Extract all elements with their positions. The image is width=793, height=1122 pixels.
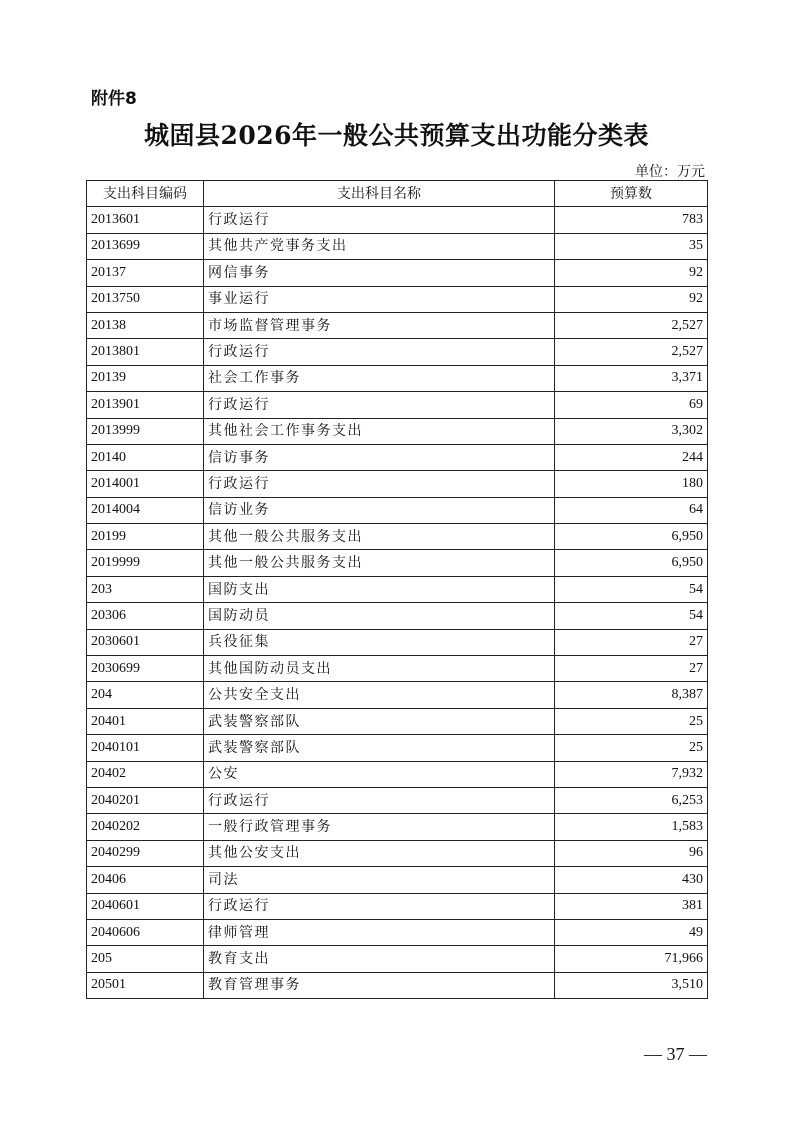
cell-name: 兵役征集 <box>204 629 555 655</box>
table-row <box>87 656 708 682</box>
cell-name: 国防支出 <box>204 576 555 602</box>
table-row <box>87 392 708 418</box>
cell-name: 信访业务 <box>204 497 555 523</box>
cell-name: 武装警察部队 <box>204 708 555 734</box>
cell-code: 205 <box>87 946 204 972</box>
cell-code: 20138 <box>87 312 204 338</box>
cell-code: 2040101 <box>87 735 204 761</box>
table-row <box>87 576 708 602</box>
table-row <box>87 682 708 708</box>
cell-amount: 180 <box>555 471 708 497</box>
cell-code: 2013801 <box>87 339 204 365</box>
cell-amount: 430 <box>555 867 708 893</box>
table-row <box>87 867 708 893</box>
cell-name: 市场监督管理事务 <box>204 312 555 338</box>
header-amount: 预算数 <box>555 181 708 207</box>
table-row <box>87 497 708 523</box>
cell-code: 203 <box>87 576 204 602</box>
table-body <box>87 207 708 999</box>
cell-code: 20137 <box>87 260 204 286</box>
cell-code: 2013999 <box>87 418 204 444</box>
cell-name: 其他国防动员支出 <box>204 656 555 682</box>
cell-code: 2040606 <box>87 919 204 945</box>
table-row <box>87 787 708 813</box>
table-row <box>87 919 708 945</box>
cell-amount: 54 <box>555 603 708 629</box>
table-row <box>87 286 708 312</box>
table-row <box>87 603 708 629</box>
cell-name: 行政运行 <box>204 893 555 919</box>
table-row <box>87 629 708 655</box>
table-row <box>87 260 708 286</box>
table-row <box>87 524 708 550</box>
cell-code: 2013699 <box>87 233 204 259</box>
cell-amount: 2,527 <box>555 312 708 338</box>
cell-name: 行政运行 <box>204 339 555 365</box>
cell-name: 其他社会工作事务支出 <box>204 418 555 444</box>
cell-amount: 3,371 <box>555 365 708 391</box>
cell-name: 信访事务 <box>204 444 555 470</box>
cell-amount: 8,387 <box>555 682 708 708</box>
budget-table <box>86 180 708 999</box>
cell-code: 20140 <box>87 444 204 470</box>
table-row <box>87 471 708 497</box>
cell-amount: 96 <box>555 840 708 866</box>
cell-name: 行政运行 <box>204 787 555 813</box>
table-row <box>87 233 708 259</box>
cell-amount: 3,510 <box>555 972 708 998</box>
table-row <box>87 708 708 734</box>
cell-amount: 244 <box>555 444 708 470</box>
page-title: 城固县2026年一般公共预算支出功能分类表 <box>143 121 650 150</box>
cell-code: 20306 <box>87 603 204 629</box>
annex-label: 附件8 <box>91 89 137 109</box>
cell-amount: 1,583 <box>555 814 708 840</box>
table-row <box>87 946 708 972</box>
table-row <box>87 312 708 338</box>
page-number: — 37 — <box>644 1044 707 1064</box>
cell-code: 20406 <box>87 867 204 893</box>
header-code: 支出科目编码 <box>87 181 204 207</box>
cell-amount: 6,950 <box>555 550 708 576</box>
cell-amount: 71,966 <box>555 946 708 972</box>
cell-code: 2013901 <box>87 392 204 418</box>
cell-amount: 35 <box>555 233 708 259</box>
cell-code: 2014001 <box>87 471 204 497</box>
cell-amount: 7,932 <box>555 761 708 787</box>
cell-name: 律师管理 <box>204 919 555 945</box>
cell-code: 2040601 <box>87 893 204 919</box>
cell-name: 其他一般公共服务支出 <box>204 550 555 576</box>
cell-amount: 3,302 <box>555 418 708 444</box>
table-header-row <box>87 181 708 207</box>
cell-code: 204 <box>87 682 204 708</box>
cell-name: 一般行政管理事务 <box>204 814 555 840</box>
table-row <box>87 207 708 233</box>
cell-code: 2013750 <box>87 286 204 312</box>
cell-name: 网信事务 <box>204 260 555 286</box>
cell-amount: 27 <box>555 656 708 682</box>
table-row <box>87 972 708 998</box>
cell-name: 司法 <box>204 867 555 893</box>
table-row <box>87 444 708 470</box>
cell-code: 2040202 <box>87 814 204 840</box>
cell-amount: 92 <box>555 260 708 286</box>
cell-amount: 69 <box>555 392 708 418</box>
table-row <box>87 761 708 787</box>
table-row <box>87 840 708 866</box>
cell-name: 行政运行 <box>204 471 555 497</box>
cell-amount: 27 <box>555 629 708 655</box>
cell-name: 武装警察部队 <box>204 735 555 761</box>
cell-amount: 25 <box>555 735 708 761</box>
cell-code: 20199 <box>87 524 204 550</box>
header-name: 支出科目名称 <box>204 181 555 207</box>
cell-code: 20402 <box>87 761 204 787</box>
cell-amount: 64 <box>555 497 708 523</box>
cell-name: 教育管理事务 <box>204 972 555 998</box>
unit-label: 单位：万元 <box>635 164 705 180</box>
cell-code: 2040201 <box>87 787 204 813</box>
table-row <box>87 550 708 576</box>
cell-name: 事业运行 <box>204 286 555 312</box>
cell-name: 社会工作事务 <box>204 365 555 391</box>
cell-name: 行政运行 <box>204 392 555 418</box>
cell-name: 其他共产党事务支出 <box>204 233 555 259</box>
cell-code: 2013601 <box>87 207 204 233</box>
table-row <box>87 735 708 761</box>
table-row <box>87 814 708 840</box>
table-row <box>87 339 708 365</box>
cell-amount: 49 <box>555 919 708 945</box>
cell-amount: 25 <box>555 708 708 734</box>
cell-code: 2040299 <box>87 840 204 866</box>
cell-name: 公安 <box>204 761 555 787</box>
table-row <box>87 893 708 919</box>
cell-name: 其他一般公共服务支出 <box>204 524 555 550</box>
cell-amount: 92 <box>555 286 708 312</box>
cell-code: 2019999 <box>87 550 204 576</box>
table-row <box>87 365 708 391</box>
cell-code: 2030699 <box>87 656 204 682</box>
cell-code: 20501 <box>87 972 204 998</box>
cell-amount: 54 <box>555 576 708 602</box>
cell-name: 公共安全支出 <box>204 682 555 708</box>
cell-name: 教育支出 <box>204 946 555 972</box>
cell-code: 2030601 <box>87 629 204 655</box>
cell-amount: 783 <box>555 207 708 233</box>
cell-code: 20139 <box>87 365 204 391</box>
cell-name: 行政运行 <box>204 207 555 233</box>
cell-name: 国防动员 <box>204 603 555 629</box>
table-row <box>87 418 708 444</box>
cell-amount: 2,527 <box>555 339 708 365</box>
cell-amount: 381 <box>555 893 708 919</box>
cell-code: 2014004 <box>87 497 204 523</box>
cell-name: 其他公安支出 <box>204 840 555 866</box>
cell-code: 20401 <box>87 708 204 734</box>
cell-amount: 6,950 <box>555 524 708 550</box>
cell-amount: 6,253 <box>555 787 708 813</box>
